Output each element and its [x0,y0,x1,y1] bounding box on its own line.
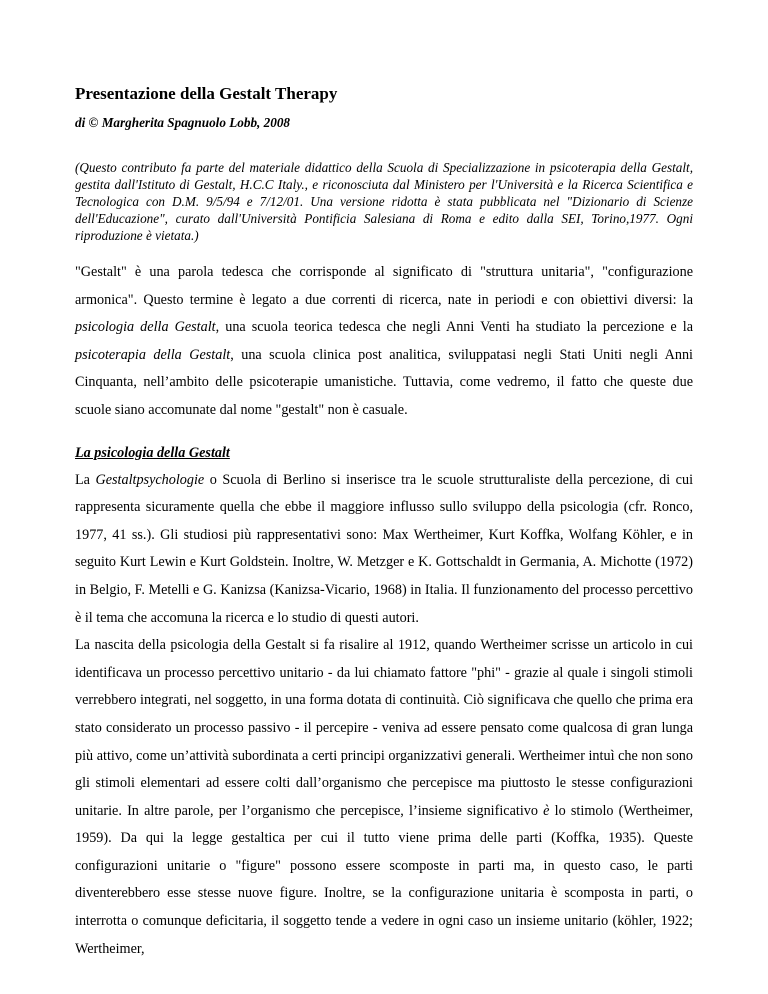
paragraph [75,467,693,633]
text-run: lo stimolo (Wertheimer, 1959). Da qui la legge gestaltica per cui il tutto viene prima delle parti (Koffka, 1935). Queste configurazioni unitarie o "figure" possono essere scomposte in parti ma, in questo caso, le parti diventerebbero esse stesse nuove figure. Inoltre, se la configurazione unitaria è scomposta in parti, o interrotta o comunque deficitaria, il soggetto tende a vedere in ogni caso un insieme unitario (köhler, 1922; Wertheimer, [75,802,693,957]
emphasis: Gestaltpsychologie [95,471,205,488]
emphasis: è [543,802,550,819]
author-byline: di © Margherita Spagnuolo Lobb, 2008 [75,115,291,130]
section-body [75,467,693,964]
document-title: Presentazione della Gestalt Therapy [75,84,338,103]
paragraph [75,632,693,963]
editorial-note: (Questo contributo fa parte del materiale didattico della Scuola di Specializzazione in psicoterapia della Gestalt, gestita dall'Istituto di Gestalt, H.C.C Italy., e riconosciuta dal Ministero per l'Università e la Ricerca Scientifica e Tecnologica con D.M. 9/5/94 e 7/12/01. Una versione ridotta è stata pubblicata nel "Dizionario di Scienze dell'Educazione", curato dall'Università Pontificia Salesiana di Roma e edito dalla SEI, Torino,1977. Ogni riproduzione è vietata.) [75,160,693,243]
text-run: "Gestalt" è una parola tedesca che corrisponde al significato di "struttura unitaria", "configurazione armonica". Questo termine è legato a due correnti di ricerca, nate in periodi e con obiettivi diversi: la [75,264,693,308]
section-heading: La psicologia della Gestalt [75,444,230,461]
intro-paragraph [75,259,693,425]
emphasis: psicologia della Gestalt [75,319,216,336]
text-run: o Scuola di Berlino si inserisce tra le scuole strutturaliste della percezione, di cui rappresenta sicuramente quella che ebbe il maggiore influsso sullo sviluppo della psicologia (cfr. Ronco, 1977, 41 ss.). Gli studiosi più rappresentativi sono: Max Wertheimer, Kurt Koffka, Wolfang Köhler, e in seguito Kurt Lewin e Kurt Goldstein. Inoltre, W. Metzger e K. Gottschaldt in Germania, A. Michotte (1972) in Belgio, F. Metelli e G. Kanizsa (Kanizsa-Vicario, 1968) in Italia. Il funzionamento del processo percettivo è il tema che accomuna la ricerca e lo studio di questi autori. [75,471,694,626]
text-run: La nascita della psicologia della Gestalt si fa risalire al 1912, quando Wertheimer scrisse un articolo in cui identificava un processo percettivo unitario - da lui chiamato fattore "phi" - grazie al quale i singoli stimoli verrebbero integrati, nel soggetto, in una forma dotata di continuità. Ciò significava che quello che prima era stato considerato un processo passivo - il percepire - veniva ad essere pensato come qualcosa di gran lunga più attivo, come un’attività subordinata a certi principi organizzativi generali. Wertheimer intuì che non sono gli stimoli elementari ad essere colti dall’organismo che percepisce ma piuttosto le stesse configurazioni unitarie. In altre parole, per l’organismo che percepisce, l’insieme significativo [75,637,693,819]
text-run: , una scuola teorica tedesca che negli Anni Venti ha studiato la percezione e la [215,319,694,336]
text-run: , una scuola clinica post analitica, sviluppatasi negli Stati Uniti negli Anni Cinquanta, nell’ambito delle psicoterapie umanistiche. Tuttavia, come vedremo, il fatto che queste due scuole siano accomunate dal nome "gestalt" non è casuale. [75,346,693,418]
text-run: La [75,471,96,488]
emphasis: psicoterapia della Gestalt [75,346,231,363]
